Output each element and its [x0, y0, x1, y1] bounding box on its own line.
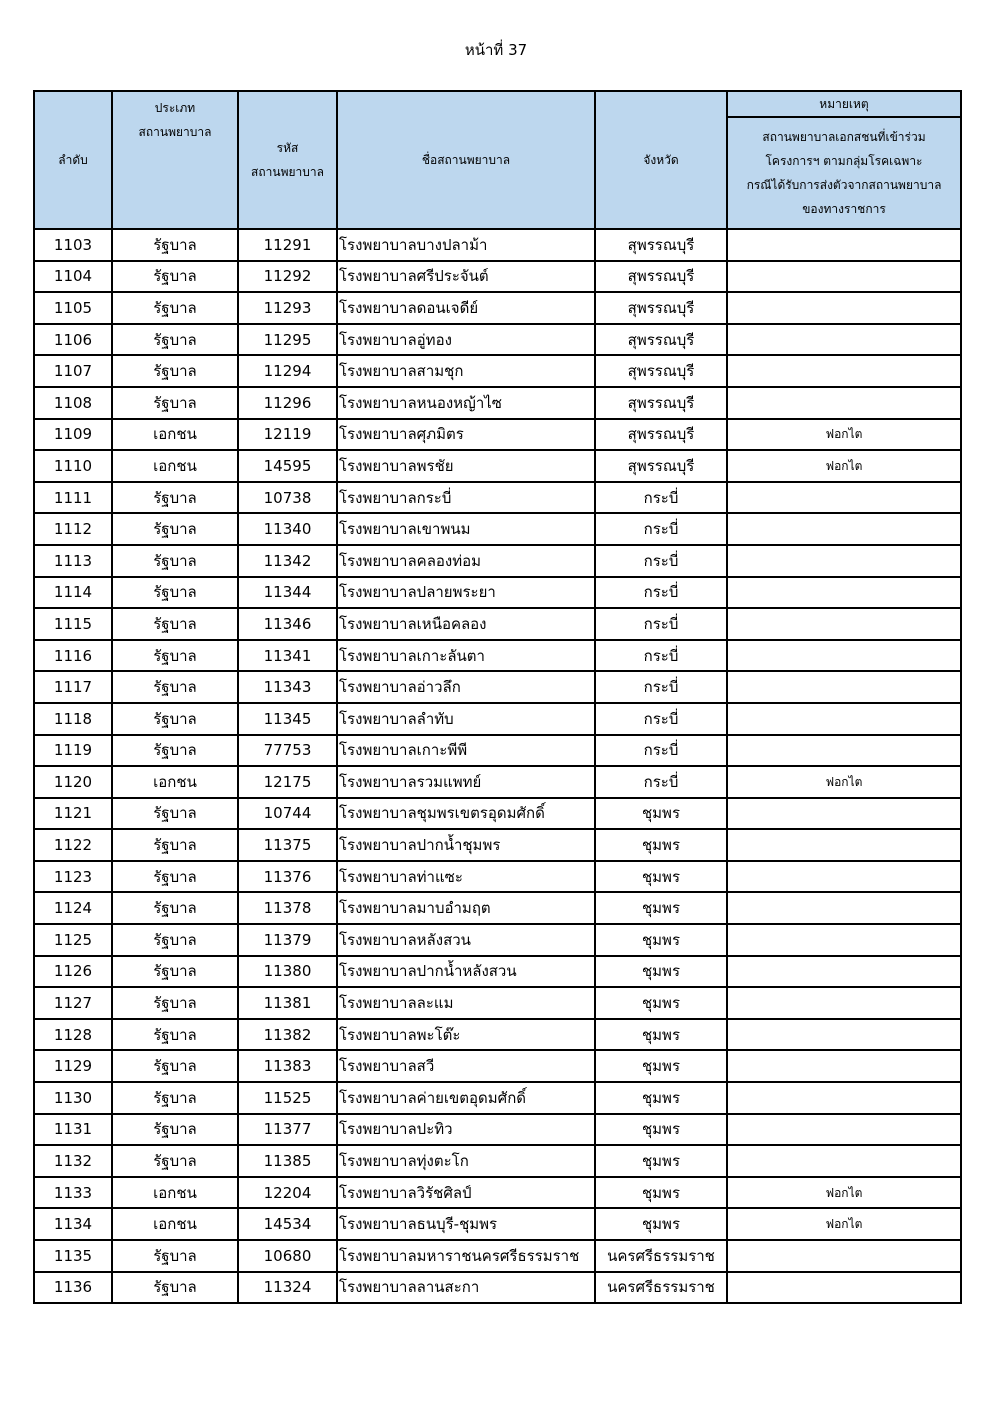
cell-province: ชุมพร — [595, 1050, 727, 1082]
cell-province: ชุมพร — [595, 924, 727, 956]
cell-remark — [727, 1050, 961, 1082]
cell-code: 11291 — [238, 229, 337, 261]
cell-name: โรงพยาบาลสามชุก — [337, 355, 595, 387]
cell-name: โรงพยาบาลเกาะลันตา — [337, 640, 595, 672]
cell-remark — [727, 387, 961, 419]
cell-name: โรงพยาบาลเหนือคลอง — [337, 608, 595, 640]
cell-code: 14595 — [238, 450, 337, 482]
cell-type: รัฐบาล — [112, 513, 238, 545]
cell-no: 1106 — [34, 324, 112, 356]
header-type-line1: ประเภท — [154, 101, 196, 115]
cell-name: โรงพยาบาลลำทับ — [337, 703, 595, 735]
cell-remark — [727, 324, 961, 356]
table-row — [34, 355, 961, 387]
cell-type: รัฐบาล — [112, 482, 238, 514]
cell-no: 1129 — [34, 1050, 112, 1082]
cell-code: 10680 — [238, 1240, 337, 1272]
table-row — [34, 703, 961, 735]
cell-province: กระบี่ — [595, 640, 727, 672]
cell-code: 14534 — [238, 1208, 337, 1240]
cell-name: โรงพยาบาลหนองหญ้าไซ — [337, 387, 595, 419]
header-remark: หมายเหตุ — [727, 91, 961, 117]
cell-no: 1116 — [34, 640, 112, 672]
cell-province: สุพรรณบุรี — [595, 324, 727, 356]
table-row — [34, 1050, 961, 1082]
cell-code: 11380 — [238, 956, 337, 988]
cell-name: โรงพยาบาลพะโต๊ะ — [337, 1019, 595, 1051]
cell-no: 1109 — [34, 419, 112, 451]
cell-remark — [727, 640, 961, 672]
cell-remark — [727, 1145, 961, 1177]
cell-no: 1118 — [34, 703, 112, 735]
cell-type: เอกชน — [112, 766, 238, 798]
table-row — [34, 987, 961, 1019]
cell-province: กระบี่ — [595, 766, 727, 798]
cell-no: 1135 — [34, 1240, 112, 1272]
cell-name: โรงพยาบาลปะทิว — [337, 1114, 595, 1146]
table-row — [34, 861, 961, 893]
cell-no: 1130 — [34, 1082, 112, 1114]
table-row — [34, 956, 961, 988]
cell-type: รัฐบาล — [112, 892, 238, 924]
header-remark-sub-3: กรณีได้รับการส่งตัวจากสถานพยาบาล — [746, 178, 942, 192]
cell-code: 77753 — [238, 735, 337, 767]
cell-province: ชุมพร — [595, 1082, 727, 1114]
cell-remark — [727, 798, 961, 830]
cell-code: 11341 — [238, 640, 337, 672]
header-type-line2: สถานพยาบาล — [138, 125, 212, 139]
cell-name: โรงพยาบาลเขาพนม — [337, 513, 595, 545]
table-row — [34, 513, 961, 545]
table-row — [34, 482, 961, 514]
cell-province: ชุมพร — [595, 956, 727, 988]
cell-no: 1105 — [34, 292, 112, 324]
cell-province: ชุมพร — [595, 861, 727, 893]
table-row — [34, 1240, 961, 1272]
cell-type: รัฐบาล — [112, 577, 238, 609]
cell-type: รัฐบาล — [112, 261, 238, 293]
cell-name: โรงพยาบาลพรชัย — [337, 450, 595, 482]
cell-type: รัฐบาล — [112, 829, 238, 861]
cell-remark — [727, 956, 961, 988]
cell-name: โรงพยาบาลปากน้ำหลังสวน — [337, 956, 595, 988]
table-row — [34, 608, 961, 640]
cell-name: โรงพยาบาลค่ายเขตอุดมศักดิ์ — [337, 1082, 595, 1114]
cell-remark — [727, 892, 961, 924]
table-row — [34, 229, 961, 261]
cell-name: โรงพยาบาลศรีประจันต์ — [337, 261, 595, 293]
cell-province: ชุมพร — [595, 798, 727, 830]
cell-remark — [727, 924, 961, 956]
cell-province: กระบี่ — [595, 513, 727, 545]
cell-no: 1126 — [34, 956, 112, 988]
cell-remark — [727, 987, 961, 1019]
cell-no: 1122 — [34, 829, 112, 861]
cell-remark — [727, 861, 961, 893]
cell-type: รัฐบาล — [112, 956, 238, 988]
cell-type: รัฐบาล — [112, 1050, 238, 1082]
cell-name: โรงพยาบาลบางปลาม้า — [337, 229, 595, 261]
cell-code: 11296 — [238, 387, 337, 419]
cell-remark — [727, 355, 961, 387]
cell-no: 1127 — [34, 987, 112, 1019]
table-body — [34, 229, 961, 1303]
cell-code: 11293 — [238, 292, 337, 324]
cell-remark: ฟอกไต — [727, 419, 961, 451]
cell-type: รัฐบาล — [112, 387, 238, 419]
table-row — [34, 450, 961, 482]
cell-code: 12204 — [238, 1177, 337, 1209]
cell-remark — [727, 608, 961, 640]
cell-name: โรงพยาบาลละแม — [337, 987, 595, 1019]
cell-type: เอกชน — [112, 450, 238, 482]
cell-remark — [727, 735, 961, 767]
table-row — [34, 577, 961, 609]
header-remark-sub — [727, 117, 961, 229]
cell-province: สุพรรณบุรี — [595, 450, 727, 482]
cell-remark: ฟอกไต — [727, 766, 961, 798]
table-row — [34, 1019, 961, 1051]
cell-no: 1111 — [34, 482, 112, 514]
cell-no: 1113 — [34, 545, 112, 577]
header-code-line1: รหัส — [276, 141, 299, 155]
header-code — [238, 91, 337, 229]
cell-type: รัฐบาล — [112, 1082, 238, 1114]
header-type — [112, 91, 238, 229]
cell-province: ชุมพร — [595, 1114, 727, 1146]
cell-no: 1124 — [34, 892, 112, 924]
cell-no: 1103 — [34, 229, 112, 261]
cell-remark — [727, 261, 961, 293]
cell-no: 1115 — [34, 608, 112, 640]
cell-province: สุพรรณบุรี — [595, 229, 727, 261]
cell-remark — [727, 703, 961, 735]
cell-name: โรงพยาบาลสวี — [337, 1050, 595, 1082]
cell-type: รัฐบาล — [112, 545, 238, 577]
cell-code: 11385 — [238, 1145, 337, 1177]
cell-type: รัฐบาล — [112, 703, 238, 735]
cell-no: 1112 — [34, 513, 112, 545]
table-row — [34, 545, 961, 577]
cell-no: 1121 — [34, 798, 112, 830]
page-number: หน้าที่ 37 — [464, 41, 528, 59]
cell-province: สุพรรณบุรี — [595, 292, 727, 324]
cell-name: โรงพยาบาลวิรัชศิลป์ — [337, 1177, 595, 1209]
cell-type: รัฐบาล — [112, 608, 238, 640]
cell-code: 11525 — [238, 1082, 337, 1114]
table-row — [34, 324, 961, 356]
table-row — [34, 419, 961, 451]
cell-name: โรงพยาบาลธนบุรี-ชุมพร — [337, 1208, 595, 1240]
cell-province: กระบี่ — [595, 577, 727, 609]
cell-no: 1117 — [34, 671, 112, 703]
cell-remark — [727, 1082, 961, 1114]
table-row — [34, 1272, 961, 1304]
cell-name: โรงพยาบาลรวมแพทย์ — [337, 766, 595, 798]
cell-code: 11343 — [238, 671, 337, 703]
cell-type: เอกชน — [112, 1208, 238, 1240]
cell-type: รัฐบาล — [112, 1114, 238, 1146]
cell-type: รัฐบาล — [112, 324, 238, 356]
table-row — [34, 829, 961, 861]
cell-name: โรงพยาบาลอ่าวลึก — [337, 671, 595, 703]
table-row — [34, 924, 961, 956]
table-row — [34, 892, 961, 924]
cell-province: ชุมพร — [595, 892, 727, 924]
cell-no: 1110 — [34, 450, 112, 482]
cell-remark: ฟอกไต — [727, 1208, 961, 1240]
cell-province: นครศรีธรรมราช — [595, 1272, 727, 1304]
cell-province: กระบี่ — [595, 545, 727, 577]
cell-remark — [727, 1240, 961, 1272]
cell-type: รัฐบาล — [112, 987, 238, 1019]
cell-code: 11375 — [238, 829, 337, 861]
cell-type: รัฐบาล — [112, 1240, 238, 1272]
cell-remark — [727, 229, 961, 261]
cell-code: 11377 — [238, 1114, 337, 1146]
cell-no: 1119 — [34, 735, 112, 767]
cell-name: โรงพยาบาลอู่ทอง — [337, 324, 595, 356]
table-row — [34, 1145, 961, 1177]
cell-province: สุพรรณบุรี — [595, 355, 727, 387]
cell-code: 11382 — [238, 1019, 337, 1051]
cell-code: 11381 — [238, 987, 337, 1019]
cell-province: นครศรีธรรมราช — [595, 1240, 727, 1272]
cell-code: 11346 — [238, 608, 337, 640]
cell-no: 1128 — [34, 1019, 112, 1051]
cell-province: ชุมพร — [595, 1019, 727, 1051]
cell-type: รัฐบาล — [112, 1272, 238, 1304]
cell-type: รัฐบาล — [112, 229, 238, 261]
cell-no: 1107 — [34, 355, 112, 387]
cell-type: เอกชน — [112, 419, 238, 451]
table-row — [34, 1208, 961, 1240]
cell-remark — [727, 829, 961, 861]
cell-type: รัฐบาล — [112, 1145, 238, 1177]
cell-type: รัฐบาล — [112, 355, 238, 387]
cell-no: 1134 — [34, 1208, 112, 1240]
header-no: ลำดับ — [34, 91, 112, 229]
cell-no: 1123 — [34, 861, 112, 893]
cell-remark — [727, 1019, 961, 1051]
table-row — [34, 640, 961, 672]
cell-code: 11342 — [238, 545, 337, 577]
cell-province: ชุมพร — [595, 1145, 727, 1177]
cell-code: 12119 — [238, 419, 337, 451]
cell-no: 1125 — [34, 924, 112, 956]
cell-province: กระบี่ — [595, 671, 727, 703]
cell-type: รัฐบาล — [112, 798, 238, 830]
cell-code: 12175 — [238, 766, 337, 798]
cell-type: รัฐบาล — [112, 292, 238, 324]
cell-province: กระบี่ — [595, 482, 727, 514]
cell-province: ชุมพร — [595, 1177, 727, 1209]
cell-type: รัฐบาล — [112, 861, 238, 893]
cell-remark — [727, 482, 961, 514]
cell-no: 1104 — [34, 261, 112, 293]
table-header — [34, 91, 961, 229]
cell-remark — [727, 513, 961, 545]
table-row — [34, 798, 961, 830]
header-remark-sub-1: สถานพยาบาลเอกสชนที่เข้าร่วม — [762, 130, 926, 144]
cell-name: โรงพยาบาลดอนเจดีย์ — [337, 292, 595, 324]
cell-province: กระบี่ — [595, 703, 727, 735]
cell-name: โรงพยาบาลท่าแซะ — [337, 861, 595, 893]
cell-remark — [727, 545, 961, 577]
cell-type: รัฐบาล — [112, 671, 238, 703]
header-remark-sub-2: โครงการฯ ตามกลุ่มโรคเฉพาะ — [765, 154, 923, 168]
cell-name: โรงพยาบาลปากน้ำชุมพร — [337, 829, 595, 861]
cell-no: 1108 — [34, 387, 112, 419]
cell-name: โรงพยาบาลมหาราชนครศรีธรรมราช — [337, 1240, 595, 1272]
cell-remark — [727, 577, 961, 609]
cell-name: โรงพยาบาลหลังสวน — [337, 924, 595, 956]
cell-code: 11324 — [238, 1272, 337, 1304]
cell-name: โรงพยาบาลมาบอำมฤต — [337, 892, 595, 924]
cell-type: รัฐบาล — [112, 640, 238, 672]
header-name: ชื่อสถานพยาบาล — [337, 91, 595, 229]
cell-type: เอกชน — [112, 1177, 238, 1209]
cell-province: สุพรรณบุรี — [595, 387, 727, 419]
table-row — [34, 1114, 961, 1146]
cell-province: ชุมพร — [595, 987, 727, 1019]
cell-type: รัฐบาล — [112, 1019, 238, 1051]
cell-code: 11294 — [238, 355, 337, 387]
cell-no: 1114 — [34, 577, 112, 609]
cell-type: รัฐบาล — [112, 735, 238, 767]
cell-remark — [727, 1272, 961, 1304]
cell-code: 11292 — [238, 261, 337, 293]
cell-name: โรงพยาบาลกระบี่ — [337, 482, 595, 514]
cell-name: โรงพยาบาลเกาะพีพี — [337, 735, 595, 767]
cell-remark — [727, 671, 961, 703]
cell-type: รัฐบาล — [112, 924, 238, 956]
cell-province: สุพรรณบุรี — [595, 261, 727, 293]
cell-code: 11379 — [238, 924, 337, 956]
cell-province: สุพรรณบุรี — [595, 419, 727, 451]
cell-province: ชุมพร — [595, 1208, 727, 1240]
cell-province: ชุมพร — [595, 829, 727, 861]
cell-no: 1133 — [34, 1177, 112, 1209]
hospital-table — [33, 90, 962, 1304]
cell-name: โรงพยาบาลคลองท่อม — [337, 545, 595, 577]
table-row — [34, 387, 961, 419]
cell-no: 1120 — [34, 766, 112, 798]
cell-no: 1131 — [34, 1114, 112, 1146]
cell-code: 11376 — [238, 861, 337, 893]
header-remark-sub-4: ของทางราชการ — [802, 202, 886, 216]
table-row — [34, 735, 961, 767]
header-code-line2: สถานพยาบาล — [251, 165, 324, 179]
cell-remark: ฟอกไต — [727, 1177, 961, 1209]
cell-remark: ฟอกไต — [727, 450, 961, 482]
header-province: จังหวัด — [595, 91, 727, 229]
cell-remark — [727, 292, 961, 324]
table-row — [34, 261, 961, 293]
cell-code: 11383 — [238, 1050, 337, 1082]
cell-code: 10744 — [238, 798, 337, 830]
cell-no: 1132 — [34, 1145, 112, 1177]
cell-code: 11345 — [238, 703, 337, 735]
cell-name: โรงพยาบาลศุภมิตร — [337, 419, 595, 451]
cell-code: 11344 — [238, 577, 337, 609]
cell-remark — [727, 1114, 961, 1146]
cell-name: โรงพยาบาลลานสะกา — [337, 1272, 595, 1304]
cell-no: 1136 — [34, 1272, 112, 1304]
table-row — [34, 292, 961, 324]
cell-code: 10738 — [238, 482, 337, 514]
table-row — [34, 1177, 961, 1209]
table-row — [34, 1082, 961, 1114]
cell-name: โรงพยาบาลทุ่งตะโก — [337, 1145, 595, 1177]
cell-province: กระบี่ — [595, 735, 727, 767]
cell-code: 11295 — [238, 324, 337, 356]
table-row — [34, 766, 961, 798]
cell-name: โรงพยาบาลปลายพระยา — [337, 577, 595, 609]
cell-name: โรงพยาบาลชุมพรเขตรอุดมศักดิ์ — [337, 798, 595, 830]
cell-province: กระบี่ — [595, 608, 727, 640]
table-row — [34, 671, 961, 703]
cell-code: 11340 — [238, 513, 337, 545]
cell-code: 11378 — [238, 892, 337, 924]
